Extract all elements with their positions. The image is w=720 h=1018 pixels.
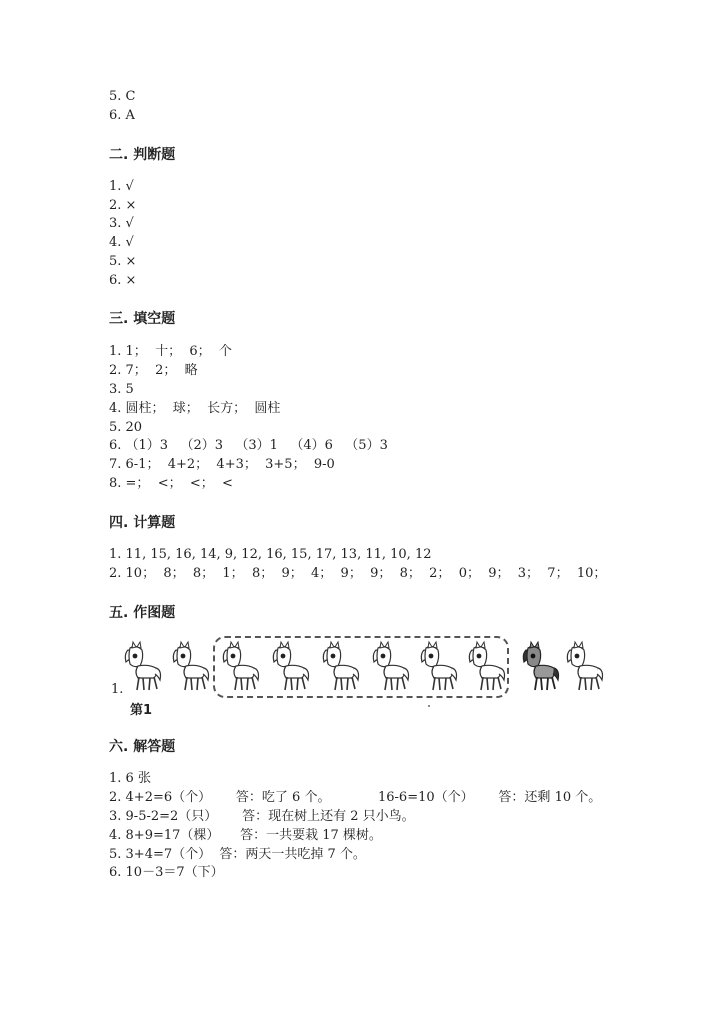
first-position-label: 第1 — [130, 703, 153, 718]
answer-line: 1. 11, 15, 16, 14, 9, 12, 16, 15, 17, 13, 11, 10, 12 — [109, 547, 432, 562]
answer-line: 2. 7； 2； 略 — [109, 363, 198, 378]
answer-line: 3. 5 — [109, 382, 134, 397]
answer-line: 5. C — [109, 89, 136, 104]
dot-mark — [428, 705, 430, 707]
answer-line: 2. 10； 8； 8； 1； 8； 9； 4； 9； 9； 8； 2； 0； 9； 3； 7； 10； — [109, 566, 607, 581]
answer-line: 1. √ — [109, 179, 134, 194]
answer-line: 6. 10－3＝7（下） — [109, 865, 224, 880]
answer-line: 8. =； <； <； < — [109, 476, 233, 491]
horse-icon — [218, 640, 262, 694]
answer-line: 6. A — [109, 108, 135, 123]
answer-line: 4. 圆柱； 球； 长方； 圆柱 — [109, 401, 281, 416]
answer-line: 1. 1； 十； 6； 个 — [109, 344, 232, 359]
answer-line: 6. × — [109, 273, 137, 288]
section-title: 三. 填空题 — [109, 311, 176, 327]
answer-line: 5. 3+4=7（个） 答：两天一共吃掉 7 个。 — [109, 847, 366, 862]
answer-line: 4. 8+9=17（棵） 答：一共要栽 17 棵树。 — [109, 828, 382, 843]
horse-icon — [416, 640, 460, 694]
answer-line: 3. √ — [109, 216, 134, 231]
horse-icon — [120, 640, 164, 694]
section-title: 六. 解答题 — [109, 739, 176, 755]
horse-icon — [168, 640, 212, 694]
answer-line: 4. √ — [109, 235, 134, 250]
shaded-horse-icon — [518, 640, 562, 694]
horse-icon — [562, 640, 606, 694]
horse-icon — [318, 640, 362, 694]
answer-line: 2. 4+2=6（个） 答：吃了 6 个。 — [109, 790, 331, 805]
answer-line-right: 16-6=10（个） 答：还剩 10 个。 — [378, 790, 602, 805]
answer-line: 6. （1）3 （2）3 （3）1 （4）6 （5）3 — [109, 438, 388, 453]
answer-line: 1. 6 张 — [109, 771, 151, 786]
horse-icon — [464, 640, 508, 694]
section-title: 四. 计算题 — [109, 515, 176, 531]
item-number: 1. — [111, 682, 124, 697]
answer-line: 5. 20 — [109, 420, 143, 435]
section-title: 二. 判断题 — [109, 147, 176, 163]
answer-line: 2. × — [109, 198, 137, 213]
answer-line: 5. × — [109, 254, 137, 269]
answer-line: 7. 6-1； 4+2； 4+3； 3+5； 9-0 — [109, 457, 335, 472]
horse-icon — [268, 640, 312, 694]
horse-icon — [368, 640, 412, 694]
section-title: 五. 作图题 — [109, 605, 176, 621]
answer-line: 3. 9-5-2=2（只） 答：现在树上还有 2 只小鸟。 — [109, 809, 415, 824]
